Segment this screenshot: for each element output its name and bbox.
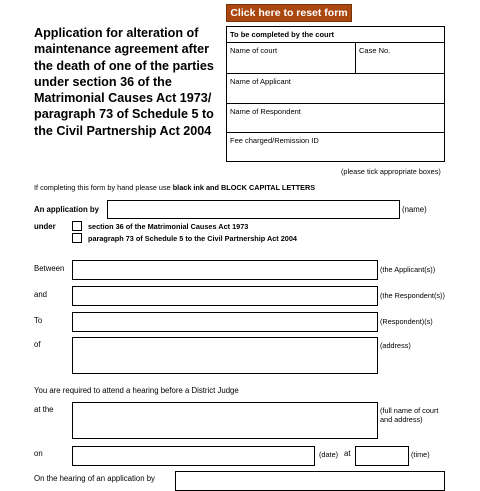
between-suffix: (the Applicant(s)) <box>380 265 436 274</box>
name-suffix: (name) <box>402 205 427 214</box>
court-use-box <box>226 26 445 162</box>
name-of-applicant-field[interactable] <box>227 74 444 104</box>
applicants-input[interactable] <box>72 260 378 280</box>
applicant-name-input[interactable] <box>107 200 400 219</box>
address-input[interactable] <box>72 337 378 374</box>
to-suffix: (Respondent)(s) <box>380 317 433 326</box>
time-suffix: (time) <box>411 450 430 459</box>
fee-charged-label: Fee charged/Remission ID <box>230 136 319 145</box>
and-label: and <box>34 290 48 299</box>
hearing-time-input[interactable] <box>355 446 409 466</box>
page-title: Application for alteration of maintenance agreement after the death of one of the parties under section 36 of the Matrimonial Causes Act 1973/ paragraph 73 of Schedule 5 to the Civil Partnership Act 2004 <box>34 26 214 138</box>
court-address-input[interactable] <box>72 402 378 439</box>
instruction-emphasis: black ink and BLOCK CAPITAL LETTERS <box>172 183 316 192</box>
court-box-header: To be completed by the court <box>227 27 444 43</box>
case-no-label: Case No. <box>359 46 391 55</box>
reset-form-button[interactable]: Click here to reset form <box>226 4 352 22</box>
date-suffix: (date) <box>319 450 339 459</box>
name-of-respondent-label: Name of Respondent <box>230 107 301 116</box>
hearing-applicant-input[interactable] <box>175 471 445 491</box>
name-of-court-label: Name of court <box>230 46 278 55</box>
section36-checkbox[interactable] <box>72 221 82 231</box>
fee-charged-field[interactable] <box>227 133 444 163</box>
section36-label: section 36 of the Matrimonial Causes Act 1973 <box>88 222 249 231</box>
to-respondent-input[interactable] <box>72 312 378 332</box>
of-suffix: (address) <box>380 341 411 350</box>
instruction-text <box>34 183 315 192</box>
name-of-court-field[interactable] <box>227 43 444 74</box>
under-label: under <box>34 222 56 231</box>
name-of-applicant-label: Name of Applicant <box>230 77 291 86</box>
on-label: on <box>34 449 43 458</box>
at-the-suffix-1: (full name of court <box>380 406 439 415</box>
between-label: Between <box>34 264 65 273</box>
application-by-label: An application by <box>34 205 99 214</box>
para73-label: paragraph 73 of Schedule 5 to the Civil Partnership Act 2004 <box>88 234 297 243</box>
to-label: To <box>34 316 43 325</box>
at-label: at <box>344 449 351 458</box>
name-of-respondent-field[interactable] <box>227 104 444 133</box>
hearing-text: You are required to attend a hearing before a District Judge <box>34 386 239 395</box>
at-the-label: at the <box>34 405 54 414</box>
case-no-field[interactable] <box>355 43 393 73</box>
para73-checkbox[interactable] <box>72 233 82 243</box>
tick-note: (please tick appropriate boxes) <box>341 167 441 176</box>
and-suffix: (the Respondent(s)) <box>380 291 445 300</box>
respondents-input[interactable] <box>72 286 378 306</box>
hearing-application-text: On the hearing of an application by <box>34 474 155 483</box>
of-label: of <box>34 340 41 349</box>
at-the-suffix-2: and address) <box>380 415 423 424</box>
instruction-prefix: If completing this form by hand please use <box>34 183 173 192</box>
hearing-date-input[interactable] <box>72 446 315 466</box>
